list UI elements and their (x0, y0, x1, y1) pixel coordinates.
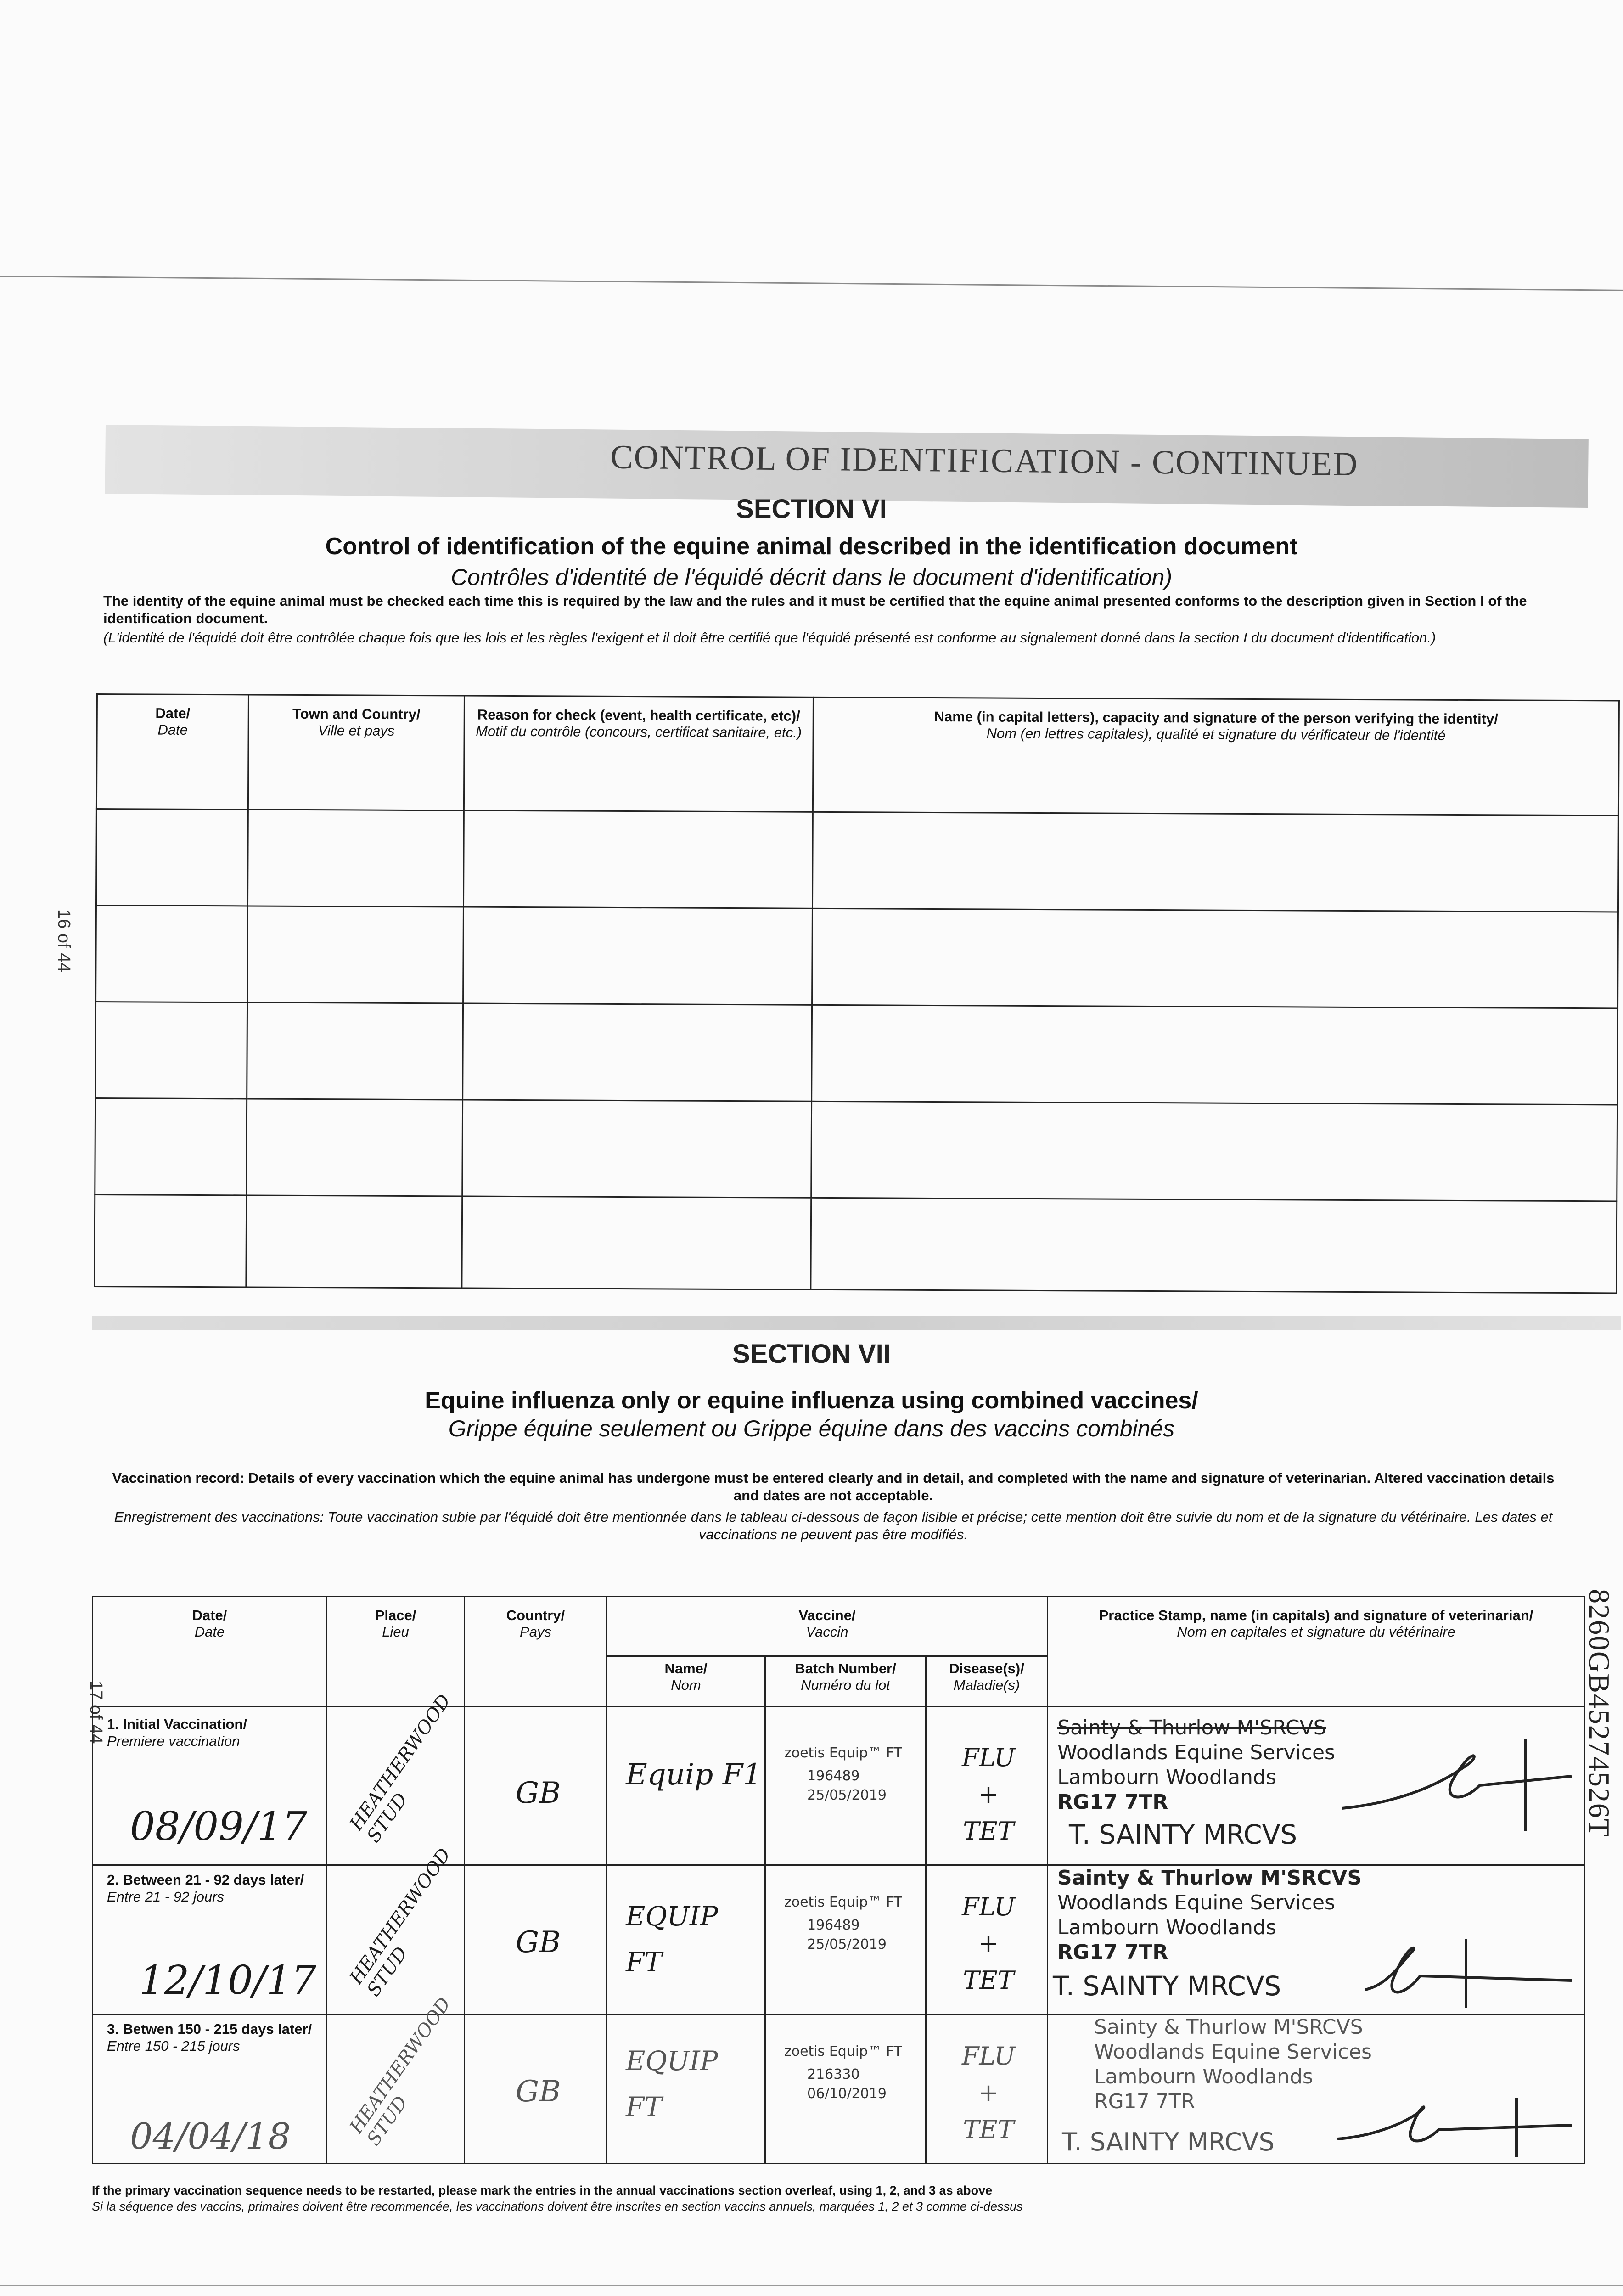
section7-title-fr: Grippe équine seulement ou Grippe équine dans des vaccins combinés (448, 1416, 1175, 1441)
place: HEATHERWOOD STUD (345, 1993, 455, 2150)
expiry-date: 25/05/2019 (807, 1936, 887, 1953)
stamp-line: Sainty & Thurlow M'SRCVS (1057, 1866, 1362, 1890)
section6-title-en: Control of identification of the equine animal described in the identification document (325, 533, 1298, 560)
section7-title-en: Equine influenza only or equine influenza using combined vaccines/ (425, 1387, 1198, 1414)
identity-check-table (94, 693, 1620, 1294)
col-town-country: Town and Country/ Ville et pays (248, 695, 464, 810)
col-disease: Disease(s)/ Maladie(s) (926, 1656, 1048, 1707)
disease: FLU + TET (962, 1743, 1015, 1846)
vet-name: T. SAINTY MRCVS (1053, 1970, 1281, 2002)
top-scan-line (0, 276, 1623, 291)
vaccination-date: 04/04/18 (130, 2116, 291, 2157)
zoetis-logo: zoetis Equip™ FT (784, 2043, 902, 2060)
stamp-line: Lambourn Woodlands (1057, 1916, 1276, 1939)
country: GB (516, 1776, 561, 1810)
footer-note-en: If the primary vaccination sequence needs to be restarted, please mark the entries in the annual vaccinations section overleaf, using 1, 2, and 3 as above (92, 2183, 993, 2197)
banner-title: CONTROL OF IDENTIFICATION - CONTINUED (610, 438, 1359, 484)
vet-name: T. SAINTY MRCVS (1069, 1819, 1297, 1850)
disease: FLU + TET (962, 1892, 1015, 1995)
footer-note-fr: Si la séquence des vaccins, primaires doivent être recommencée, les vaccinations doivent être inscrites en section vaccins annuels, marquées 1, 2 et 3 comme ci-dessus (92, 2200, 1023, 2213)
col-place: Place/ Lieu (327, 1597, 465, 1707)
col-date: Date/ Date (96, 694, 248, 810)
page-number-top: 16 of 44 (54, 909, 73, 973)
stamp-line: Woodlands Equine Services (1057, 1891, 1335, 1914)
stamp-line: Sainty & Thurlow M'SRCVS (1094, 2015, 1363, 2039)
page-number-bottom: 17 of 44 (86, 1681, 106, 1744)
signature-image (1333, 2093, 1572, 2162)
zoetis-logo: zoetis Equip™ FT (784, 1745, 902, 1761)
section7-heading: SECTION VII (732, 1339, 891, 1369)
section7-note-en: Vaccination record: Details of every vaccination which the equine animal has undergone must be entered clearly and in detail, and completed with the name and signature of veterinarian. Altered vaccination details and dates are not acceptable. (112, 1470, 1555, 1503)
table-row (95, 1194, 1617, 1293)
country: GB (516, 1925, 561, 1959)
table-row (96, 809, 1618, 912)
section7-note-fr: Enregistrement des vaccinations: Toute vaccination subie par l'équidé doit être mentionnée dans le tableau ci-dessous de façon lisible et précise; cette mention doit être suivie du nom et de la signature du vétérinaire. Les dates et vaccinations ne peuvent pas être modifiés. (114, 1509, 1553, 1542)
table-row (95, 1098, 1617, 1201)
vaccine-name: EQUIP FT (626, 1901, 718, 1978)
vaccination-date: 12/10/17 (139, 1958, 317, 2003)
bottom-scan-line (0, 2285, 1623, 2286)
table-row (96, 906, 1618, 1008)
section6-note-en: The identity of the equine animal must be checked each time this is required by the law and the rules and it must be certified that the equine animal presented conforms to the description given in Section I of the identification document. (103, 593, 1527, 626)
table-row (95, 1002, 1618, 1105)
signature-image (1333, 1735, 1572, 1836)
expiry-date: 06/10/2019 (807, 2086, 887, 2102)
vaccination-date: 08/09/17 (130, 1804, 308, 1850)
table-row: 1. Initial Vaccination/ Premiere vaccination 08/09/17 HEATHERWOOD STUD GB Equip F1 zoetis Equip™ FT 196489 25/05/2019 FLU + TET Sainty & Thurlow M'SRCVS Woodlands Equine Services Lambourn Woodlands RG17 7TR T. SAINTY MRCVS (93, 1707, 1585, 1865)
divider-strip (92, 1316, 1621, 1330)
document-code: 8260GB45274526T (1583, 1589, 1616, 1838)
stamp-line: RG17 7TR (1094, 2090, 1196, 2113)
stamp-line: Lambourn Woodlands (1057, 1766, 1276, 1789)
vaccination-table (92, 1596, 1585, 2164)
signature-image (1360, 1935, 1572, 2013)
col-date: Date/ Date (93, 1597, 327, 1707)
stamp-line: Lambourn Woodlands (1094, 2065, 1313, 2088)
table-row: 2. Between 21 - 92 days later/ Entre 21 - 92 jours 12/10/17 HEATHERWOOD STUD GB EQUIP FT zoetis Equip™ FT 196489 25/05/2019 FLU + TET Sainty & Thurlow M'SRCVS Woodlands Equine Services Lambourn Woodlands RG17 7TR T. SAINTY MRCVS (93, 1865, 1585, 2015)
country: GB (516, 2075, 561, 2109)
section6-heading: SECTION VI (736, 494, 887, 524)
stamp-line: Sainty & Thurlow M'SRCVS (1057, 1716, 1326, 1739)
col-vaccine: Vaccine/ Vaccin (607, 1597, 1048, 1656)
disease: FLU + TET (962, 2042, 1015, 2144)
stamp-line: Woodlands Equine Services (1094, 2040, 1372, 2064)
section6-note-fr: (L'identité de l'équidé doit être contrôlée chaque fois que les lois et les règles l'exigent et il doit être certifié que l'équidé présenté est conforme au signalement donné dans la section I du document d'identification.) (103, 630, 1436, 646)
col-vaccine-name: Name/ Nom (607, 1656, 765, 1707)
col-country: Country/ Pays (465, 1597, 607, 1707)
stamp-line: RG17 7TR (1057, 1790, 1168, 1814)
table-row: 3. Betwen 150 - 215 days later/ Entre 150 - 215 jours 04/04/18 HEATHERWOOD STUD GB EQUIP FT zoetis Equip™ FT 216330 06/10/2019 FLU + TET Sainty & Thurlow M'SRCVS Woodlands Equine Services Lambourn Woodlands RG17 7TR T. SAINTY MRCVS (93, 2015, 1585, 2164)
expiry-date: 25/05/2019 (807, 1787, 887, 1803)
place: HEATHERWOOD STUD (345, 1690, 455, 1846)
vaccine-name: EQUIP FT (626, 2045, 718, 2122)
batch-number: 196489 (807, 1917, 860, 1933)
zoetis-logo: zoetis Equip™ FT (784, 1894, 902, 1910)
col-stamp: Practice Stamp, name (in capitals) and signature of veterinarian/ Nom en capitales et signature du vétérinaire (1048, 1597, 1585, 1707)
col-reason: Reason for check (event, health certificate, etc)/ Motif du contrôle (concours, certificat sanitaire, etc.) (464, 696, 813, 812)
section6-title-fr: Contrôles d'identité de l'équidé décrit dans le document d'identification) (450, 564, 1173, 590)
place: HEATHERWOOD STUD (345, 1844, 455, 2000)
col-batch: Batch Number/ Numéro du lot (765, 1656, 926, 1707)
vet-name: T. SAINTY MRCVS (1062, 2127, 1275, 2156)
vaccine-name: Equip F1 (626, 1758, 762, 1792)
batch-number: 216330 (807, 2066, 860, 2082)
batch-number: 196489 (807, 1768, 860, 1784)
stamp-line: RG17 7TR (1057, 1941, 1168, 1964)
col-verifier: Name (in capital letters), capacity and signature of the person verifying the identity/ Nom (en lettres capitales), qualité et signature du vérificateur de l'identité (813, 697, 1619, 816)
stamp-line: Woodlands Equine Services (1057, 1741, 1335, 1764)
